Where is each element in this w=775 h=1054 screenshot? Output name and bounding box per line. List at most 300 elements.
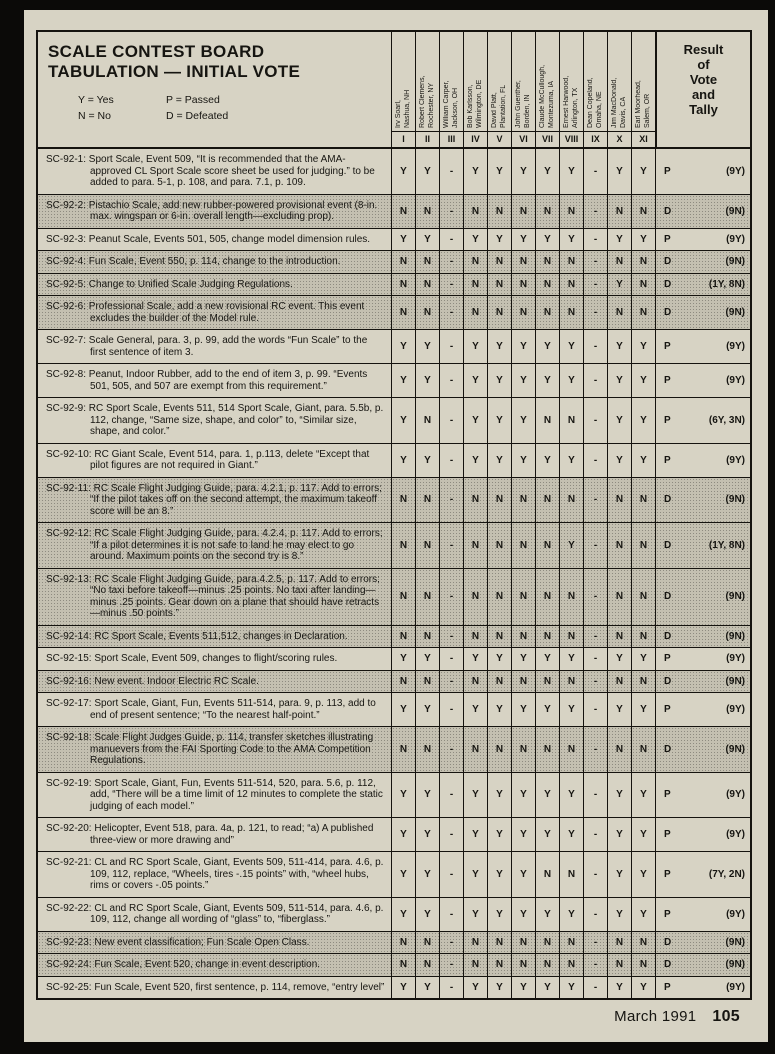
vote-cell: Y: [559, 977, 583, 999]
vote-cell: N: [463, 523, 487, 568]
vote-cell: Y: [607, 364, 631, 397]
vote-cell: Y: [391, 648, 415, 670]
voter-city-text: Plantation, FL: [500, 84, 507, 128]
vote-cell: Y: [415, 330, 439, 363]
vote-cell: N: [463, 932, 487, 954]
vote-cell: -: [583, 977, 607, 999]
vote-cell: -: [583, 818, 607, 851]
vote-cell: N: [463, 274, 487, 296]
vote-cell: -: [583, 523, 607, 568]
vote-cell: Y: [535, 444, 559, 477]
result-letter: P: [664, 653, 671, 665]
vote-cell: -: [583, 364, 607, 397]
proposal-description: SC-92-3: Peanut Scale, Events 501, 505, change model dimension rules.: [46, 233, 371, 245]
vote-cell: N: [559, 251, 583, 273]
vote-cell: Y: [511, 444, 535, 477]
vote-cell: -: [583, 229, 607, 251]
vote-cell: -: [439, 229, 463, 251]
result-cell: [655, 977, 750, 999]
vote-cell: N: [535, 523, 559, 568]
vote-cell: N: [415, 251, 439, 273]
voter-name: [464, 32, 487, 131]
vote-cell: -: [439, 398, 463, 443]
vote-cell: N: [487, 195, 511, 228]
voter-column: [511, 32, 535, 147]
vote-cell: -: [439, 852, 463, 897]
result-tally: (9Y): [726, 454, 745, 466]
vote-cell: Y: [415, 229, 439, 251]
vote-cell: Y: [535, 977, 559, 999]
vote-cell: N: [463, 671, 487, 693]
vote-cell: -: [583, 274, 607, 296]
voter-numeral: II: [416, 131, 439, 147]
vote-cell: N: [463, 251, 487, 273]
vote-cell: -: [583, 693, 607, 726]
voter-name: [584, 32, 607, 131]
result-header-line: Tally: [689, 102, 718, 117]
vote-cell: -: [439, 648, 463, 670]
vote-cell: N: [559, 727, 583, 772]
vote-cell: Y: [415, 977, 439, 999]
proposal-description: SC-92-13: RC Scale Flight Judging Guide, para.4.2.5, p. 117. Add to errors; “No taxi before takeoff—minus .25 points. No taxi after landing—minus .25 points. Gear down on a plane that should have retracts—minus .50 points.”: [46, 573, 380, 619]
vote-cell: Y: [559, 773, 583, 818]
voter-city-text: Davis, CA: [620, 96, 627, 128]
vote-cell: N: [535, 398, 559, 443]
vote-cell: N: [487, 932, 511, 954]
result-cell: [655, 296, 750, 329]
voter-name: [440, 32, 463, 131]
vote-cell: Y: [463, 693, 487, 726]
result-header: [655, 32, 750, 147]
vote-cell: Y: [511, 149, 535, 194]
vote-cell: N: [463, 727, 487, 772]
voter-column: [535, 32, 559, 147]
vote-cell: N: [487, 954, 511, 976]
vote-cell: Y: [463, 229, 487, 251]
table-row: [38, 250, 750, 273]
vote-cell: -: [439, 444, 463, 477]
result-letter: P: [664, 704, 671, 715]
vote-legend: [78, 94, 391, 122]
vote-cell: N: [607, 251, 631, 273]
vote-cell: Y: [391, 398, 415, 443]
vote-cell: N: [391, 478, 415, 523]
vote-cell: -: [583, 626, 607, 648]
proposal-description: SC-92-22: CL and RC Sport Scale, Giant, Events 509, 511-514, para. 4.6, p. 109, 112, change all wording of “glass” to, “fiberglass.”: [46, 902, 384, 925]
vote-cell: Y: [535, 648, 559, 670]
vote-cell: N: [535, 296, 559, 329]
result-tally: (9Y): [726, 165, 745, 177]
vote-cell: N: [415, 954, 439, 976]
vote-cell: Y: [487, 852, 511, 897]
vote-cell: Y: [607, 898, 631, 931]
vote-cell: -: [439, 626, 463, 648]
vote-cell: Y: [631, 977, 655, 999]
vote-cell: Y: [415, 364, 439, 397]
proposal-description: SC-92-12: RC Scale Flight Judging Guide, para. 4.2.4, p. 117. Add to errors; “If a pilot determines it is not safe to land he may elect to go around. Maximum points on the second try is 8.”: [46, 528, 383, 562]
page-footer: [614, 1008, 740, 1026]
vote-cell: Y: [463, 364, 487, 397]
vote-cell: -: [439, 977, 463, 999]
result-letter: P: [664, 981, 671, 993]
vote-cell: Y: [535, 898, 559, 931]
voter-numeral: VII: [536, 131, 559, 147]
vote-cell: N: [559, 954, 583, 976]
vote-cell: N: [487, 478, 511, 523]
vote-cell: N: [511, 523, 535, 568]
vote-cell: Y: [415, 648, 439, 670]
vote-cell: N: [415, 932, 439, 954]
voter-column: [415, 32, 439, 147]
voter-column: [391, 32, 415, 147]
result-cell: [655, 444, 750, 477]
vote-cell: N: [607, 523, 631, 568]
vote-cell: N: [415, 195, 439, 228]
vote-cell: Y: [391, 773, 415, 818]
page-number: 105: [712, 1008, 740, 1025]
vote-cell: -: [583, 648, 607, 670]
vote-cell: N: [391, 296, 415, 329]
vote-cell: N: [511, 195, 535, 228]
vote-cell: Y: [487, 977, 511, 999]
vote-cell: -: [439, 364, 463, 397]
result-tally: (9Y): [726, 789, 745, 801]
table-row: [38, 194, 750, 228]
voter-column: [583, 32, 607, 147]
vote-cell: N: [391, 626, 415, 648]
voter-column: [439, 32, 463, 147]
vote-cell: N: [487, 671, 511, 693]
result-tally: (9Y): [726, 908, 745, 920]
table-row: [38, 329, 750, 363]
vote-cell: Y: [559, 523, 583, 568]
proposal-description: SC-92-9: RC Sport Scale, Events 511, 514 Sport Scale, Giant, para. 5.5b, p. 112, change, “Same size, shape, and color” to, “Similar size, shape, and color.”: [46, 403, 384, 437]
vote-cell: Y: [463, 852, 487, 897]
proposal-description: SC-92-20: Helicopter, Event 518, para. 4a, p. 121, to read; “a) A published three-view or more drawing and”: [46, 823, 374, 846]
vote-cell: N: [415, 274, 439, 296]
vote-cell: N: [559, 852, 583, 897]
vote-cell: N: [391, 954, 415, 976]
result-letter: P: [664, 233, 671, 245]
voter-columns: [391, 32, 655, 147]
vote-cell: Y: [559, 693, 583, 726]
table-row: [38, 897, 750, 931]
vote-cell: Y: [631, 773, 655, 818]
vote-cell: -: [583, 852, 607, 897]
vote-cell: N: [511, 932, 535, 954]
voter-name-text: Claude McCullough,: [539, 64, 546, 128]
vote-cell: Y: [391, 330, 415, 363]
vote-cell: Y: [391, 852, 415, 897]
voter-name-text: Dean Copeland,: [587, 77, 594, 128]
result-cell: [655, 818, 750, 851]
result-tally: (9N): [725, 743, 745, 755]
vote-cell: N: [511, 626, 535, 648]
vote-cell: Y: [559, 229, 583, 251]
vote-cell: -: [583, 296, 607, 329]
vote-cell: Y: [535, 149, 559, 194]
vote-cell: Y: [511, 330, 535, 363]
vote-cell: Y: [607, 693, 631, 726]
result-tally: (9N): [725, 936, 745, 948]
vote-cell: Y: [535, 330, 559, 363]
vote-cell: N: [463, 626, 487, 648]
vote-cell: N: [631, 932, 655, 954]
vote-cell: N: [415, 296, 439, 329]
vote-cell: -: [583, 398, 607, 443]
vote-cell: N: [415, 569, 439, 625]
vote-cell: N: [391, 569, 415, 625]
vote-cell: N: [463, 478, 487, 523]
vote-cell: N: [391, 727, 415, 772]
vote-cell: -: [439, 478, 463, 523]
proposal-description: SC-92-17: Sport Scale, Giant, Fun, Events 511-514, para. 9, p. 113, add to end of present sentence; “To the nearest half-point.”: [46, 698, 376, 721]
vote-cell: -: [583, 773, 607, 818]
result-letter: P: [664, 165, 671, 177]
proposal-description: SC-92-10: RC Giant Scale, Event 514, para. 1, p.113, delete “Except that pilot figures are not required in Giant.”: [46, 448, 370, 471]
vote-cell: N: [559, 626, 583, 648]
result-tally: (9N): [725, 630, 745, 642]
vote-cell: N: [487, 523, 511, 568]
vote-cell: N: [631, 523, 655, 568]
result-tally: (9N): [725, 205, 745, 217]
voter-column: [487, 32, 511, 147]
vote-cell: Y: [487, 398, 511, 443]
vote-cell: Y: [559, 444, 583, 477]
vote-cell: Y: [559, 364, 583, 397]
vote-cell: N: [463, 296, 487, 329]
voter-city-text: Arlington, TX: [572, 87, 579, 128]
vote-cell: Y: [415, 818, 439, 851]
vote-cell: N: [559, 195, 583, 228]
result-tally: (1Y, 8N): [708, 278, 745, 290]
vote-cell: Y: [487, 818, 511, 851]
voter-numeral: IV: [464, 131, 487, 147]
legend-item-yes: Y = Yes: [78, 94, 114, 106]
vote-cell: Y: [607, 330, 631, 363]
vote-cell: N: [391, 274, 415, 296]
table-row: [38, 953, 750, 976]
vote-cell: Y: [559, 898, 583, 931]
vote-cell: Y: [415, 898, 439, 931]
vote-cell: Y: [463, 149, 487, 194]
vote-cell: N: [631, 274, 655, 296]
vote-cell: -: [583, 671, 607, 693]
vote-cell: -: [583, 330, 607, 363]
table-row: [38, 273, 750, 296]
result-cell: [655, 852, 750, 897]
vote-cell: N: [559, 932, 583, 954]
result-tally: (9Y): [726, 981, 745, 993]
vote-cell: Y: [535, 818, 559, 851]
table-row: [38, 692, 750, 726]
proposal-description: SC-92-25: Fun Scale, Event 520, first sentence, p. 114, remove, “entry level”: [46, 981, 385, 993]
vote-cell: N: [487, 251, 511, 273]
voter-name-text: Robert Clemens,: [419, 75, 426, 128]
vote-cell: Y: [607, 398, 631, 443]
vote-cell: Y: [463, 398, 487, 443]
proposal-description: SC-92-21: CL and RC Sport Scale, Giant, Events 509, 511-414, para. 4.6, p. 109, 112, replace, “Wheels, tires -.15 points” with, “wheel hubs, rims or covers -.05 points.”: [46, 857, 384, 891]
proposal-description: SC-92-5: Change to Unified Scale Judging Regulations.: [46, 278, 293, 290]
result-header-line: Vote: [689, 72, 718, 87]
result-tally: (9Y): [726, 704, 745, 715]
result-letter: D: [664, 591, 672, 602]
proposal-description: SC-92-18: Scale Flight Judges Guide, p. 114, transfer sketches illustrating manuevers from the FAI Sporting Code to the AMA Competition Regulations.: [46, 732, 374, 766]
vote-cell: Y: [415, 444, 439, 477]
voter-name-text: William Carper,: [443, 80, 450, 128]
proposal-description: SC-92-19: Sport Scale, Giant, Fun, Events 511-514, 520, para. 5.6, p. 112, add, “There will be a time limit of 12 minutes to complete the static judging of each model.”: [46, 777, 383, 812]
vote-cell: -: [439, 569, 463, 625]
result-tally: (9Y): [726, 233, 745, 245]
proposal-description: SC-92-16: New event. Indoor Electric RC Scale.: [46, 675, 259, 687]
vote-cell: Y: [607, 648, 631, 670]
vote-cell: N: [535, 727, 559, 772]
vote-cell: Y: [535, 364, 559, 397]
voter-city-text: Rochester, NY: [428, 82, 435, 128]
result-tally: (9N): [725, 591, 745, 602]
vote-cell: N: [535, 626, 559, 648]
result-letter: D: [664, 494, 672, 506]
vote-cell: -: [439, 149, 463, 194]
vote-cell: Y: [487, 898, 511, 931]
vote-cell: Y: [631, 149, 655, 194]
result-tally: (9N): [725, 307, 745, 318]
vote-cell: N: [559, 569, 583, 625]
result-letter: P: [664, 908, 671, 920]
voter-city-text: Jackson, OH: [452, 87, 459, 128]
vote-cell: N: [415, 727, 439, 772]
result-letter: D: [664, 630, 672, 642]
result-tally: (6Y, 3N): [708, 414, 745, 426]
vote-cell: -: [439, 898, 463, 931]
proposal-description: SC-92-23: New event classification; Fun Scale Open Class.: [46, 936, 310, 948]
vote-cell: Y: [511, 977, 535, 999]
voter-city-text: Montezuma, IA: [548, 80, 555, 128]
vote-cell: Y: [463, 773, 487, 818]
result-cell: [655, 195, 750, 228]
vote-cell: Y: [391, 229, 415, 251]
table-row: [38, 851, 750, 897]
vote-cell: N: [535, 569, 559, 625]
table-row: [38, 817, 750, 851]
vote-cell: -: [439, 932, 463, 954]
vote-cell: Y: [487, 648, 511, 670]
vote-cell: N: [607, 727, 631, 772]
rows-container: [38, 149, 750, 998]
voter-name: [416, 32, 439, 131]
vote-cell: N: [463, 195, 487, 228]
vote-cell: Y: [631, 330, 655, 363]
voter-numeral: I: [392, 131, 415, 147]
vote-cell: N: [559, 398, 583, 443]
scanned-page: [24, 10, 768, 1042]
voter-numeral: VI: [512, 131, 535, 147]
vote-cell: Y: [559, 330, 583, 363]
vote-cell: Y: [631, 898, 655, 931]
vote-cell: N: [511, 296, 535, 329]
voter-name-text: Irv Soarl,: [395, 99, 402, 128]
vote-cell: -: [583, 898, 607, 931]
vote-cell: Y: [631, 648, 655, 670]
voter-name: [392, 32, 415, 131]
vote-cell: N: [391, 251, 415, 273]
vote-cell: N: [559, 274, 583, 296]
result-tally: (7Y, 2N): [708, 868, 745, 880]
result-cell: [655, 932, 750, 954]
result-letter: D: [664, 959, 672, 971]
vote-cell: Y: [559, 149, 583, 194]
vote-cell: Y: [511, 229, 535, 251]
voter-name: [632, 32, 655, 131]
vote-cell: N: [391, 523, 415, 568]
vote-cell: Y: [487, 693, 511, 726]
vote-cell: N: [607, 954, 631, 976]
vote-cell: N: [631, 296, 655, 329]
vote-cell: Y: [631, 229, 655, 251]
page-title-line1: SCALE CONTEST BOARD: [48, 42, 265, 61]
result-cell: [655, 229, 750, 251]
vote-cell: Y: [631, 818, 655, 851]
vote-cell: Y: [487, 330, 511, 363]
vote-cell: Y: [511, 898, 535, 931]
result-tally: (9N): [725, 256, 745, 268]
vote-cell: Y: [511, 773, 535, 818]
vote-cell: Y: [631, 852, 655, 897]
vote-cell: Y: [607, 149, 631, 194]
voter-numeral: IX: [584, 131, 607, 147]
vote-cell: Y: [631, 364, 655, 397]
vote-cell: Y: [607, 818, 631, 851]
proposal-description: SC-92-24: Fun Scale, Event 520, change in event description.: [46, 959, 321, 970]
result-cell: [655, 693, 750, 726]
vote-cell: N: [607, 569, 631, 625]
issue-date: March 1991: [614, 1008, 697, 1025]
result-letter: D: [664, 539, 672, 551]
vote-cell: Y: [631, 398, 655, 443]
voter-name-text: Earl Moorhead,: [635, 80, 642, 128]
result-cell: [655, 626, 750, 648]
vote-cell: Y: [463, 977, 487, 999]
vote-cell: Y: [607, 773, 631, 818]
result-letter: P: [664, 789, 671, 801]
vote-cell: -: [439, 195, 463, 228]
table-row: [38, 647, 750, 670]
table-row: [38, 295, 750, 329]
result-header-line: of: [697, 57, 710, 72]
vote-cell: Y: [463, 818, 487, 851]
vote-cell: N: [511, 569, 535, 625]
vote-cell: Y: [415, 852, 439, 897]
voter-name: [488, 32, 511, 131]
vote-cell: N: [631, 727, 655, 772]
result-letter: D: [664, 205, 672, 217]
vote-cell: N: [535, 274, 559, 296]
title-block: [38, 32, 391, 147]
vote-cell: N: [607, 195, 631, 228]
result-cell: [655, 569, 750, 625]
result-tally: (9N): [725, 675, 745, 687]
vote-cell: N: [511, 954, 535, 976]
result-cell: [655, 898, 750, 931]
proposal-description: SC-92-8: Peanut, Indoor Rubber, add to the end of item 3, p. 99. “Events 501, 505, and 507 are exempt from this requirement.”: [46, 369, 368, 392]
result-letter: P: [664, 375, 671, 386]
vote-cell: Y: [487, 444, 511, 477]
vote-cell: Y: [511, 648, 535, 670]
voter-city-text: Salem, OR: [644, 93, 651, 128]
result-letter: P: [664, 454, 671, 466]
table-row: [38, 931, 750, 954]
proposal-description: SC-92-11: RC Scale Flight Judging Guide, para. 4.2.1, p. 117. Add to errors; “If the pilot takes off on the second attempt, the maximum takeoff score will be an 8.”: [46, 482, 382, 517]
